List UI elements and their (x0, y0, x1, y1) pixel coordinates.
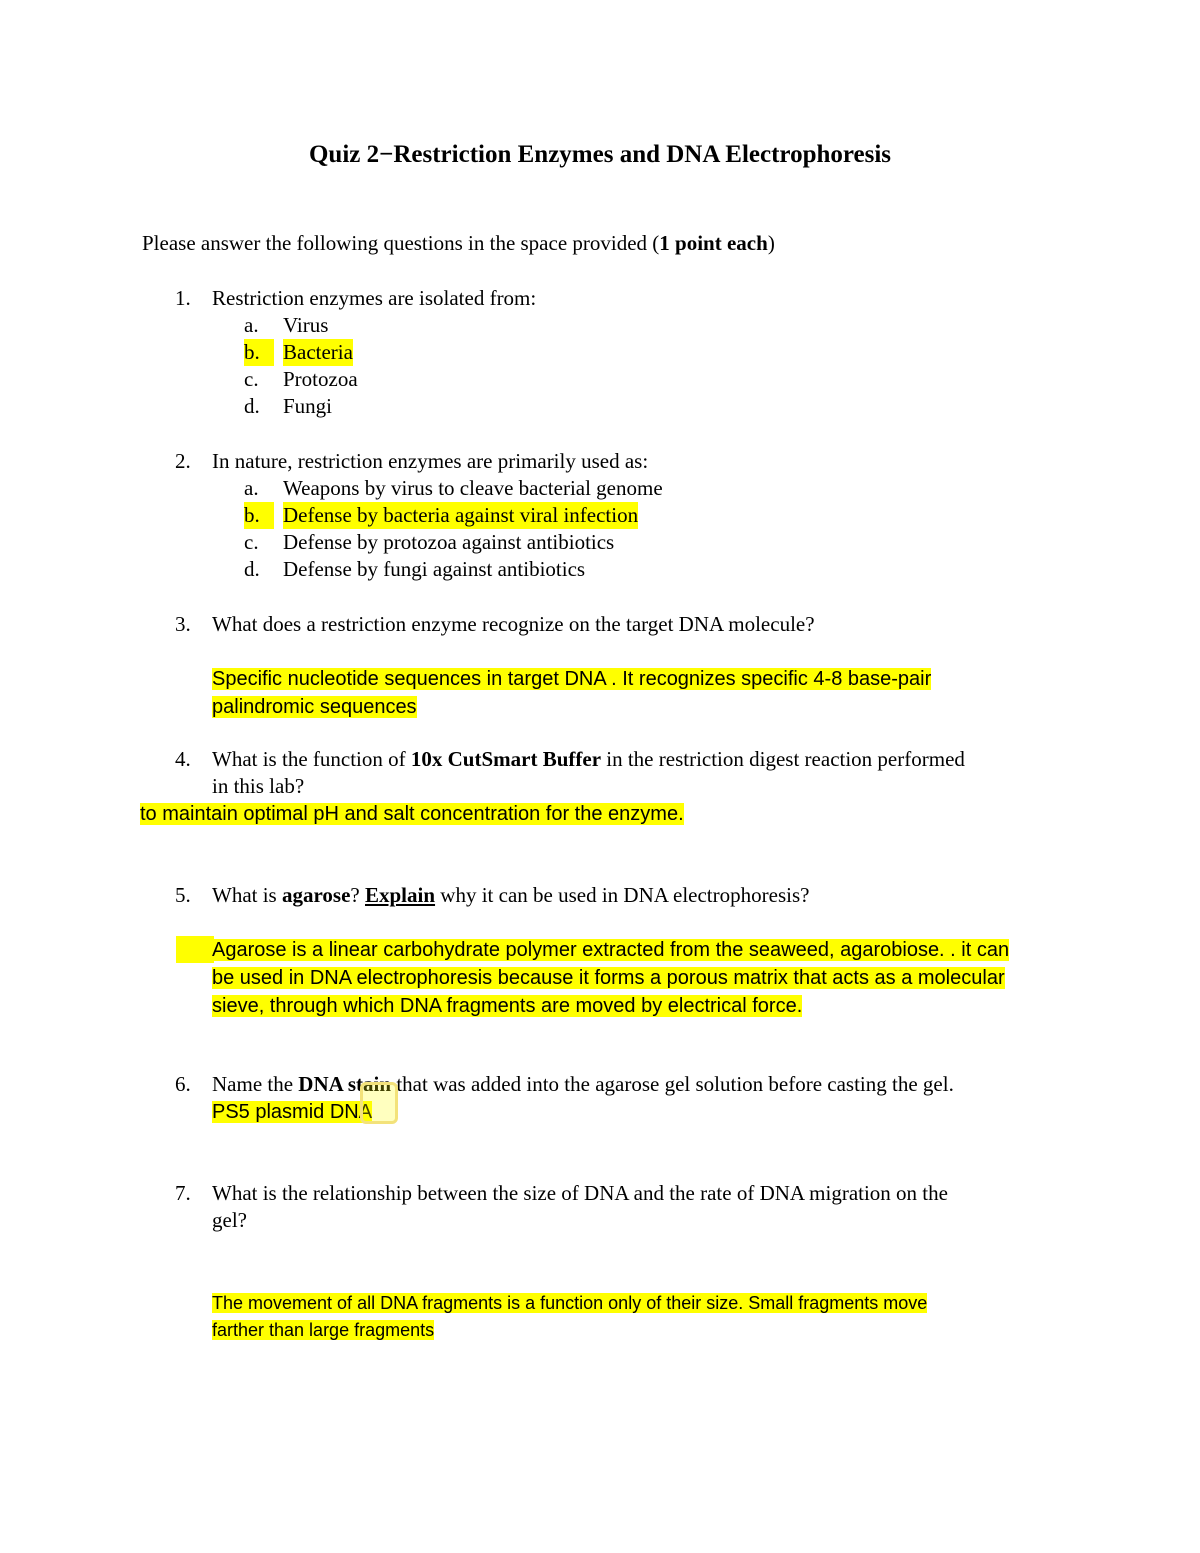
question-text-part: What is the function of (212, 747, 411, 771)
instructions-close: ) (767, 231, 775, 255)
question-text (212, 1180, 1092, 1234)
question-text-bold: 10x CutSmart Buffer (410, 747, 602, 771)
question-text-bold: agarose (281, 883, 351, 907)
option-letter: c. (244, 367, 259, 391)
option-text: Fungi (283, 394, 333, 418)
option-letter: a. (244, 313, 259, 337)
option-text: Defense by fungi against antibiotics (283, 557, 586, 581)
option-letter: b. (244, 339, 274, 366)
question-text-part: What is (212, 883, 282, 907)
answer-4 (140, 800, 684, 828)
option-text: Virus (283, 313, 329, 337)
answer-6 (212, 1098, 372, 1126)
question-number: 2. (175, 449, 191, 473)
answer-line: PS5 plasmid DNA (212, 1101, 373, 1123)
answer-line: palindromic sequences (212, 696, 417, 718)
option-letter: d. (244, 394, 260, 418)
question-number: 3. (175, 612, 191, 636)
question-text-bold: DNA stain (298, 1072, 392, 1096)
answer-line: be used in DNA electrophoresis because it forms a porous matrix that acts as a molecular (212, 967, 1005, 989)
question-text-bold-underline: Explain (365, 883, 436, 907)
text-cursor-icon (360, 1082, 398, 1124)
answer-line: Specific nucleotide sequences in target DNA . It recognizes specific 4-8 base-pair (212, 668, 932, 690)
answer-line: to maintain optimal pH and salt concentration for the enzyme. (140, 803, 684, 825)
question-text (212, 1071, 1092, 1098)
instructions-points: 1 point each (659, 231, 768, 255)
answer-7 (212, 1289, 927, 1343)
question-text: What does a restriction enzyme recognize on the target DNA molecule? (212, 612, 815, 636)
answer-line: farther than large fragments (212, 1320, 435, 1340)
question-number: 4. (175, 747, 191, 771)
question-number: 5. (175, 883, 191, 907)
question-text-part: that was added into the agarose gel solution before casting the gel. (391, 1072, 954, 1096)
answer-line: Agarose is a linear carbohydrate polymer extracted from the seaweed, agarobiose. . it can (212, 939, 1010, 961)
option-text: Bacteria (283, 340, 353, 364)
question-text-part: Name the (212, 1072, 299, 1096)
question-text-part: in this lab? (212, 774, 305, 798)
option-text: Defense by protozoa against antibiotics (283, 530, 615, 554)
question-text-part: What is the relationship between the size of DNA and the rate of DNA migration on the (212, 1181, 948, 1205)
option-letter: b. (244, 502, 274, 529)
question-number: 6. (175, 1072, 191, 1096)
question-text-part: gel? (212, 1208, 247, 1232)
option-letter: c. (244, 530, 259, 554)
question-text: In nature, restriction enzymes are primarily used as: (212, 449, 649, 473)
answer-line: The movement of all DNA fragments is a function only of their size. Small fragments move (212, 1293, 928, 1313)
answer-5 (212, 936, 1009, 1020)
question-text-part: why it can be used in DNA electrophoresis? (435, 883, 810, 907)
instructions (142, 231, 775, 256)
question-text: Restriction enzymes are isolated from: (212, 286, 537, 310)
answer-line: sieve, through which DNA fragments are moved by electrical force. (212, 995, 803, 1017)
option-letter: a. (244, 476, 259, 500)
option-text: Protozoa (283, 367, 358, 391)
answer-3 (212, 665, 931, 721)
question-text-part: in the restriction digest reaction performed (601, 747, 965, 771)
question-number: 7. (175, 1181, 191, 1205)
option-text: Weapons by virus to cleave bacterial genome (283, 476, 663, 500)
highlight-indent (176, 936, 214, 963)
question-text (212, 882, 1092, 909)
question-text (212, 746, 1092, 800)
question-number: 1. (175, 286, 191, 310)
option-text: Defense by bacteria against viral infection (283, 503, 639, 527)
option-letter: d. (244, 557, 260, 581)
question-text-part: ? (350, 883, 365, 907)
instructions-text: Please answer the following questions in the space provided ( (142, 231, 660, 255)
page-title: Quiz 2−Restriction Enzymes and DNA Electrophoresis (308, 141, 892, 168)
